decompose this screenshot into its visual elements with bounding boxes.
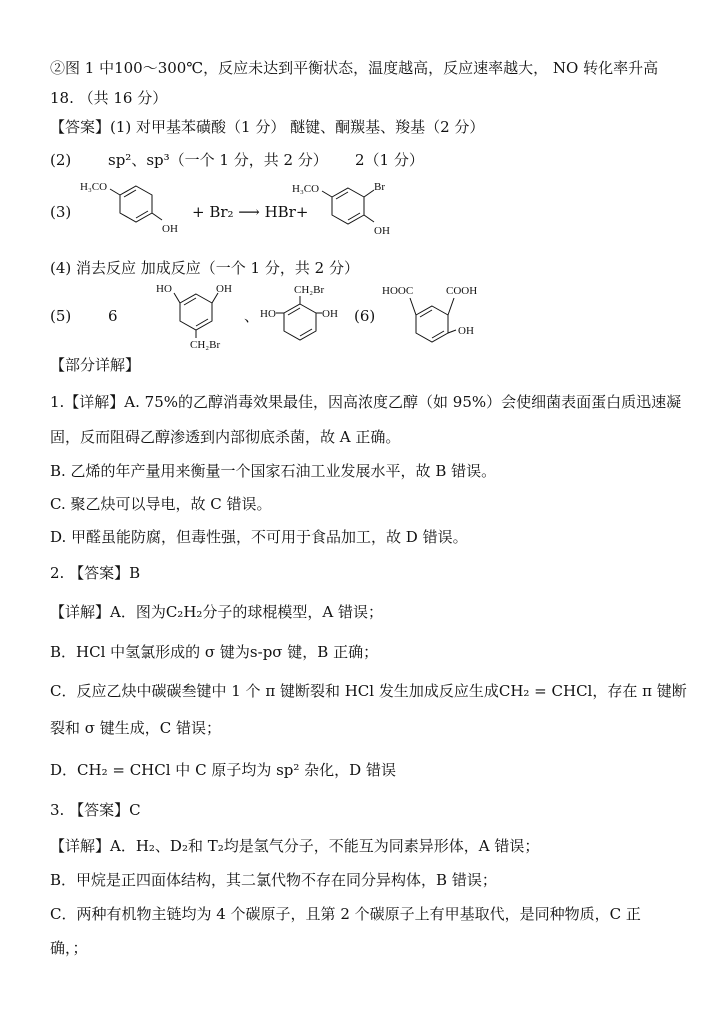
detail-2-c-cont: 裂和 σ 键生成，C 错误； (50, 719, 222, 737)
hydroxyl-label: OH (162, 223, 178, 235)
answer-18-1: 【答案】(1) 对甲基苯磺酸（1 分） 醚键、酮羰基、羧基（2 分） (50, 118, 485, 136)
section-heading-details: 【部分详解】 (50, 356, 141, 374)
detail-2-c: C．反应乙炔中碳碳叁键中 1 个 π 键断裂和 HCl 发生加成反应生成CH₂ = CHCl，存在 π 键断 (50, 682, 687, 700)
detail-3-b: B．甲烷是正四面体结构，其二氯代物不存在同分异构体，B 错误； (50, 871, 497, 889)
carboxyl-label: HOOC (382, 285, 414, 297)
answer-3: 3. 【答案】C (50, 801, 141, 819)
answer-18-3-label: (3) (50, 203, 72, 221)
detail-1-d: D. 甲醛虽能防腐，但毒性强，不可用于食品加工，故 D 错误。 (50, 528, 468, 546)
hydroxyl-label: OH (216, 283, 232, 295)
hydroxyl-label: HO (156, 283, 172, 295)
carboxyl-label: COOH (446, 285, 478, 297)
answer-line-1: ②图 1 中100～300℃，反应未达到平衡状态，温度越高，反应速率越大， NO 转化率升高 (50, 59, 659, 77)
hydroxyl-label: OH (458, 325, 474, 337)
detail-3-a: 【详解】A．H₂、D₂和 T₂均是氢气分子，不能互为同素异形体，A 错误； (50, 837, 540, 855)
hydroxyl-label: OH (374, 225, 390, 237)
answer-18-6-label: (6) (354, 307, 376, 325)
hydroxyl-label: OH (322, 308, 338, 320)
reaction-arrow-text: + Br₂ ⟶ HBr+ (192, 203, 309, 221)
answer-18-4: (4) 消去反应 加成反应（一个 1 分，共 2 分） (50, 259, 359, 277)
detail-2-b: B．HCl 中氢氯形成的 σ 键为s-pσ 键，B 正确； (50, 643, 379, 661)
detail-1-a-cont: 固，反而阻碍乙醇渗透到内部彻底杀菌，故 A 正确。 (50, 428, 401, 446)
detail-1-a: 1.【详解】A. 75%的乙醇消毒效果最佳，因高浓度乙醇（如 95%）会使细菌表面蛋白质迅速凝 (50, 393, 682, 411)
molecule-hydroxyphthalic-acid (380, 280, 500, 352)
answer-18-2-label: (2) (50, 151, 72, 169)
hydroxyl-label: HO (260, 308, 276, 320)
detail-1-b: B. 乙烯的年产量用来衡量一个国家石油工业发展水平，故 B 错误。 (50, 462, 497, 480)
molecule-bromo-methoxyphenol (290, 178, 410, 240)
answer-18-5-label: (5) (50, 307, 72, 325)
answer-2: 2. 【答案】B (50, 564, 141, 582)
detail-3-c: C．两种有机物主链均为 4 个碳原子，且第 2 个碳原子上有甲基取代，是同种物质，C 正 (50, 905, 641, 923)
answer-18-2-hybridization: sp²、sp³（一个 1 分，共 2 分） (108, 151, 328, 169)
question-18-heading: 18. （共 16 分） (50, 89, 168, 107)
molecule-bromomethyl-resorcinol-2 (258, 280, 348, 352)
answer-18-2-count: 2（1 分） (355, 151, 424, 169)
detail-2-a: 【详解】A．图为C₂H₂分子的球棍模型，A 错误； (50, 603, 384, 621)
methoxy-label: H₃CO (292, 183, 320, 195)
answer-18-5-count: 6 (108, 307, 118, 325)
molecule-4-methoxyphenol (78, 178, 188, 240)
separator-comma: 、 (244, 307, 260, 325)
bromomethyl-label: CH₂Br (294, 284, 325, 296)
bromo-label: Br (374, 181, 385, 193)
detail-2-d: D．CH₂ = CHCl 中 C 原子均为 sp² 杂化，D 错误 (50, 761, 396, 779)
detail-1-c: C. 聚乙炔可以导电，故 C 错误。 (50, 495, 272, 513)
detail-3-c-cont: 确，； (50, 939, 88, 957)
molecule-bromomethyl-resorcinol-1 (150, 280, 250, 352)
bromomethyl-label: CH₂Br (190, 339, 221, 351)
methoxy-label: H₃CO (80, 181, 108, 193)
